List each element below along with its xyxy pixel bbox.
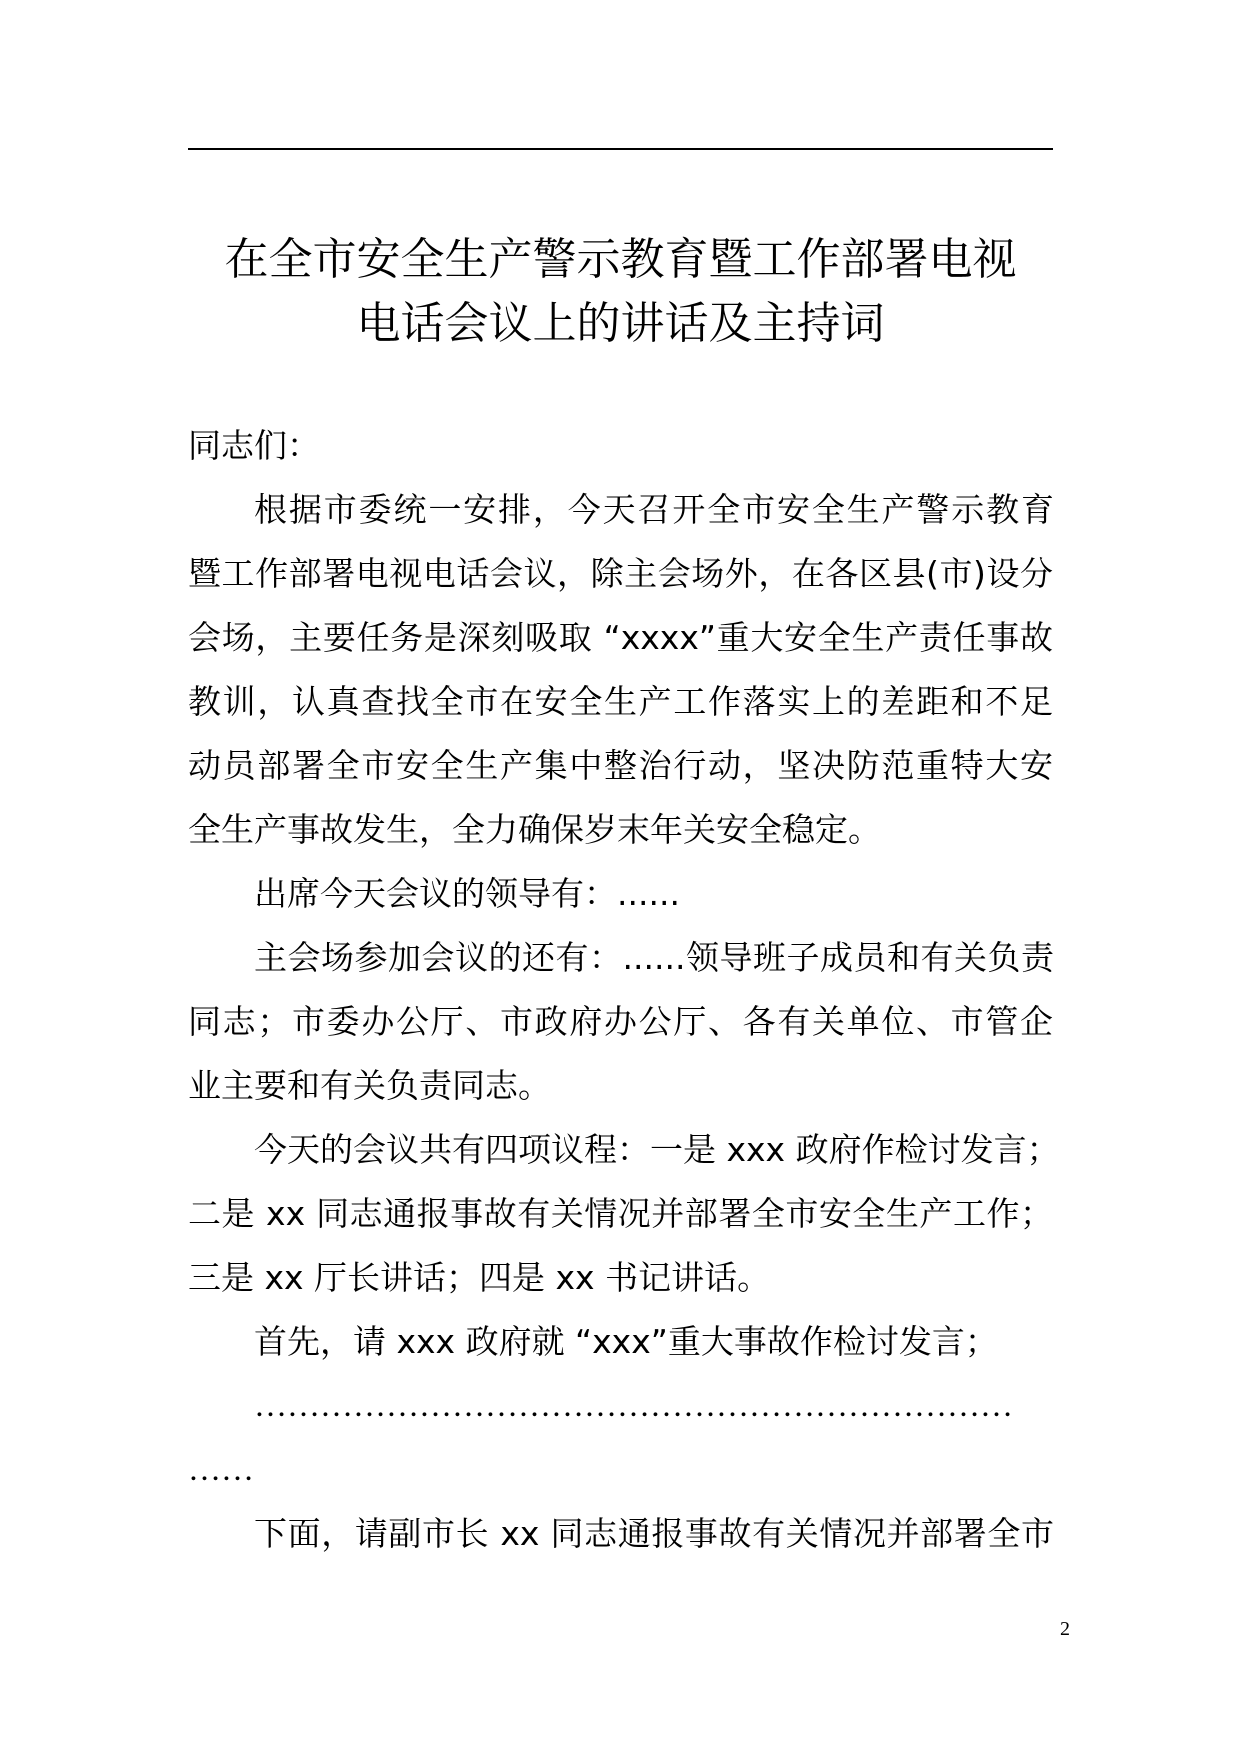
body-line: 根据市委统一安排，今天召开全市安全生产警示教育 [254,490,1054,529]
body-line: 动员部署全市安全生产集中整治行动，坚决防范重特大安 [188,746,1053,785]
title-line-1: 在全市安全生产警示教育暨工作部署电视 [224,234,1017,285]
body-line: 暨工作部署电视电话会议，除主会场外，在各区县(市)设分 [188,554,1053,593]
body-line: 会场，主要任务是深刻吸取 “xxxx”重大安全生产责任事故 [188,618,1053,657]
body-line: 二是 xx 同志通报事故有关情况并部署全市安全生产工作； [188,1194,1053,1233]
body-line: 三是 xx 厅长讲话；四是 xx 书记讲话。 [188,1258,771,1297]
document-title [188,228,1053,356]
ellipsis-line: …………………………………………………………… [254,1388,1013,1424]
body-line: 出席今天会议的领导有：...... [254,874,680,913]
body-line: 同志；市委办公厅、市政府办公厅、各有关单位、市管企 [188,1002,1053,1041]
page-number: 2 [1060,1618,1070,1640]
body-line: 今天的会议共有四项议程：一是 xxx 政府作检讨发言； [254,1130,1060,1169]
ellipsis-line: …… [188,1452,254,1488]
body-line: 下面，请副市长 xx 同志通报事故有关情况并部署全市 [254,1514,1054,1553]
body-line: 首先，请 xxx 政府就 “xxx”重大事故作检讨发言； [254,1322,998,1361]
salutation: 同志们： [188,426,320,465]
body-line: 全生产事故发生，全力确保岁末年关安全稳定。 [188,810,881,849]
body-line: 教训，认真查找全市在安全生产工作落实上的差距和不足 [188,682,1053,721]
title-line-2: 电话会议上的讲话及主持词 [356,298,885,349]
body-line: 主会场参加会议的还有：......领导班子成员和有关负责 [254,938,1054,977]
body-line: 业主要和有关负责同志。 [188,1066,551,1105]
header-rule [188,148,1053,150]
